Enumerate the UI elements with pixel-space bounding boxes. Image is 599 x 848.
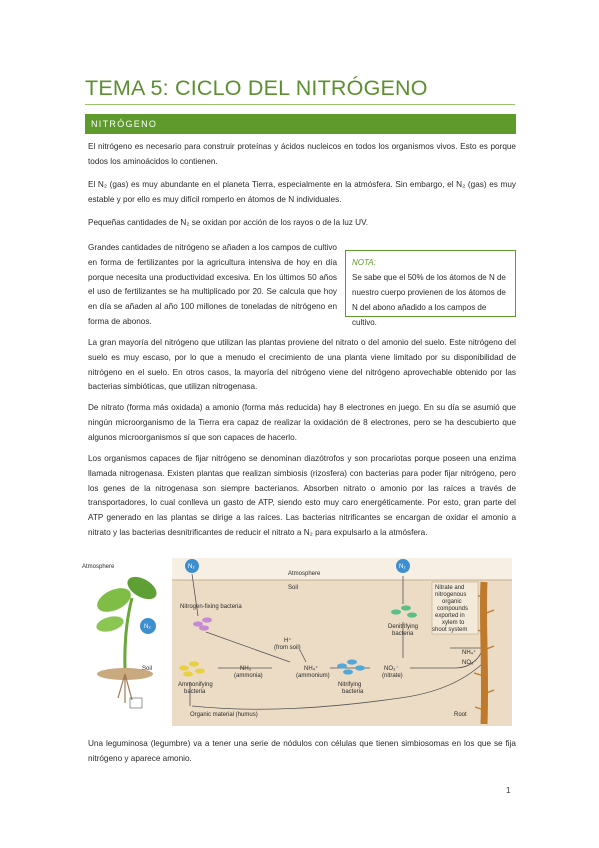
atmosphere-area bbox=[172, 558, 512, 580]
soil-left-label: Soil bbox=[142, 666, 153, 672]
right-nh4-label: NH₄⁺ bbox=[462, 650, 477, 656]
page-title: TEMA 5: CICLO DEL NITRÓGENO bbox=[85, 76, 428, 100]
nh4-name-label: (ammonium) bbox=[296, 673, 330, 679]
paragraph-7: Los organismos capaces de fijar nitrógeno se denominan diazótrofos y son procariotas porque poseen una enzima llamada nitrogenasa. Existen plantas que realizan simbiosis (rizosfera) con bacterias para poder fijar nitrógeno, pero los genes de la nitrogenasa son siempre bacterianos. Absorben nitrato o amonio por las raíces a través de transportadores, lo cual conlleva un gasto de ATP, siendo esto muy caro energéticamente. Por esto, gran parte del ATP generado en las plantas se dirige a las raíces. Las bacterias nitrificantes se encargan de oxidar el amonio a nitrato y las bacterias desnitrificantes de reducir el nitrato a N₂ para expulsarlo a la atmósfera. bbox=[88, 454, 516, 537]
h-plus-label: H⁺ bbox=[284, 638, 292, 644]
page-number: 1 bbox=[506, 786, 511, 795]
section-header: NITRÓGENO bbox=[85, 114, 516, 134]
nitrifying-label-1: Nitrifying bbox=[338, 682, 362, 688]
atmosphere-right-label: Atmosphere bbox=[288, 571, 321, 577]
paragraph-4: Grandes cantidades de nitrógeno se añaden a los campos de cultivo en forma de fertilizantes por la agricultura intensiva de hoy en día porque necesita una productividad excesiva. En los últimos 50 años el uso de fertilizantes se ha multiplicado por 20. Se calcula que hoy en día se añaden al año 100 millones de toneladas de nitrógeno en forma de abonos. bbox=[88, 243, 337, 326]
root-label: Root bbox=[454, 712, 467, 718]
nh4-label: NH₄⁺ bbox=[304, 666, 319, 672]
nitrogen-fixing-label: Nitrogen-fixing bacteria bbox=[180, 604, 242, 610]
nitrifying-label-2: bacteria bbox=[342, 689, 364, 695]
right-no3-label: NO₃⁻ bbox=[462, 660, 477, 666]
paragraph-1: El nitrógeno es necesario para construir proteínas y ácidos nucleicos en todos los organismos vivos. Esto es porque todos los aminoácidos lo contienen. bbox=[88, 142, 516, 166]
paragraph-6: De nitrato (forma más oxidada) a amonio (forma más reducida) hay 8 electrones en juego. En su día se asumió que ningún microorganismo de la Tierra era capaz de realizar la oxidación de 8 electrones, pero se ha descubierto que algunos microorganismos sí que son capaces de hacerlo. bbox=[88, 403, 516, 442]
n2-right-label: N₂ bbox=[399, 564, 406, 570]
paragraph-8: Una leguminosa (legumbre) va a tener una serie de nódulos con células que tienen simbiosomas en los que se fija nitrógeno y aparece amonio. bbox=[88, 739, 516, 763]
right-box-line-1: Nitrate and bbox=[435, 585, 465, 591]
no3-label: NO₃⁻ bbox=[384, 666, 399, 672]
atmosphere-left-label: Atmosphere bbox=[82, 564, 115, 570]
nh3-name-label: (ammonia) bbox=[234, 673, 263, 679]
paragraph-3: Pequeñas cantidades de N₂ se oxidan por acción de los rayos o de la luz UV. bbox=[88, 218, 369, 227]
plant-illustration bbox=[93, 572, 160, 708]
n2-top-label: N₂ bbox=[188, 564, 195, 570]
organic-material-label: Organic material (humus) bbox=[190, 712, 258, 718]
soil-right-label: Soil bbox=[288, 585, 299, 591]
right-box-line-6: xylem to bbox=[442, 620, 465, 626]
ammonifying-label-1: Ammonifying bbox=[178, 682, 213, 688]
right-box-line-2: nitrogenous bbox=[435, 592, 467, 598]
nh3-label: NH₃ bbox=[240, 666, 252, 672]
denitrifying-label-2: bacteria bbox=[392, 631, 414, 637]
right-box-line-7: shoot system bbox=[432, 627, 468, 633]
right-box-line-5: exported in bbox=[435, 613, 465, 619]
right-box-line-4: compounds bbox=[437, 606, 469, 612]
ammonifying-label-2: bacteria bbox=[184, 689, 206, 695]
paragraph-2: El N₂ (gas) es muy abundante en el planeta Tierra, especialmente en la atmósfera. Sin embargo, el N₂ (gas) es muy estable y por ello es muy difícil romperlo en átomos de N individuales. bbox=[88, 180, 516, 204]
no3-name-label: (nitrate) bbox=[382, 673, 403, 679]
note-body: Se sabe que el 50% de los átomos de N de nuestro cuerpo provienen de los átomos de N del abono añadido a los campos de cultivo. bbox=[352, 273, 506, 327]
n2-plant-label: N₂ bbox=[144, 624, 151, 630]
denitrifying-label-1: Denitrifying bbox=[388, 624, 419, 630]
paragraph-5: La gran mayoría del nitrógeno que utilizan las plantas proviene del nitrato o del amonio del suelo. Este nitrógeno del suelo es muy escaso, por lo que a menudo el crecimiento de una planta viene limitado por su disponibilidad de nitrógeno en el suelo. En otros casos, la mayoría del nitrógeno viene del nitrógeno aprovechable obtenido por las bacterias simbióticas, que utilizan nitrogenasa. bbox=[88, 338, 516, 392]
nitrogen-cycle-figure bbox=[80, 558, 520, 730]
note-box bbox=[345, 250, 516, 327]
h-plus-source-label: (from soil) bbox=[274, 645, 301, 651]
note-title: NOTA: bbox=[352, 258, 376, 267]
right-box-line-3: organic bbox=[442, 599, 462, 605]
title-divider bbox=[85, 104, 515, 105]
